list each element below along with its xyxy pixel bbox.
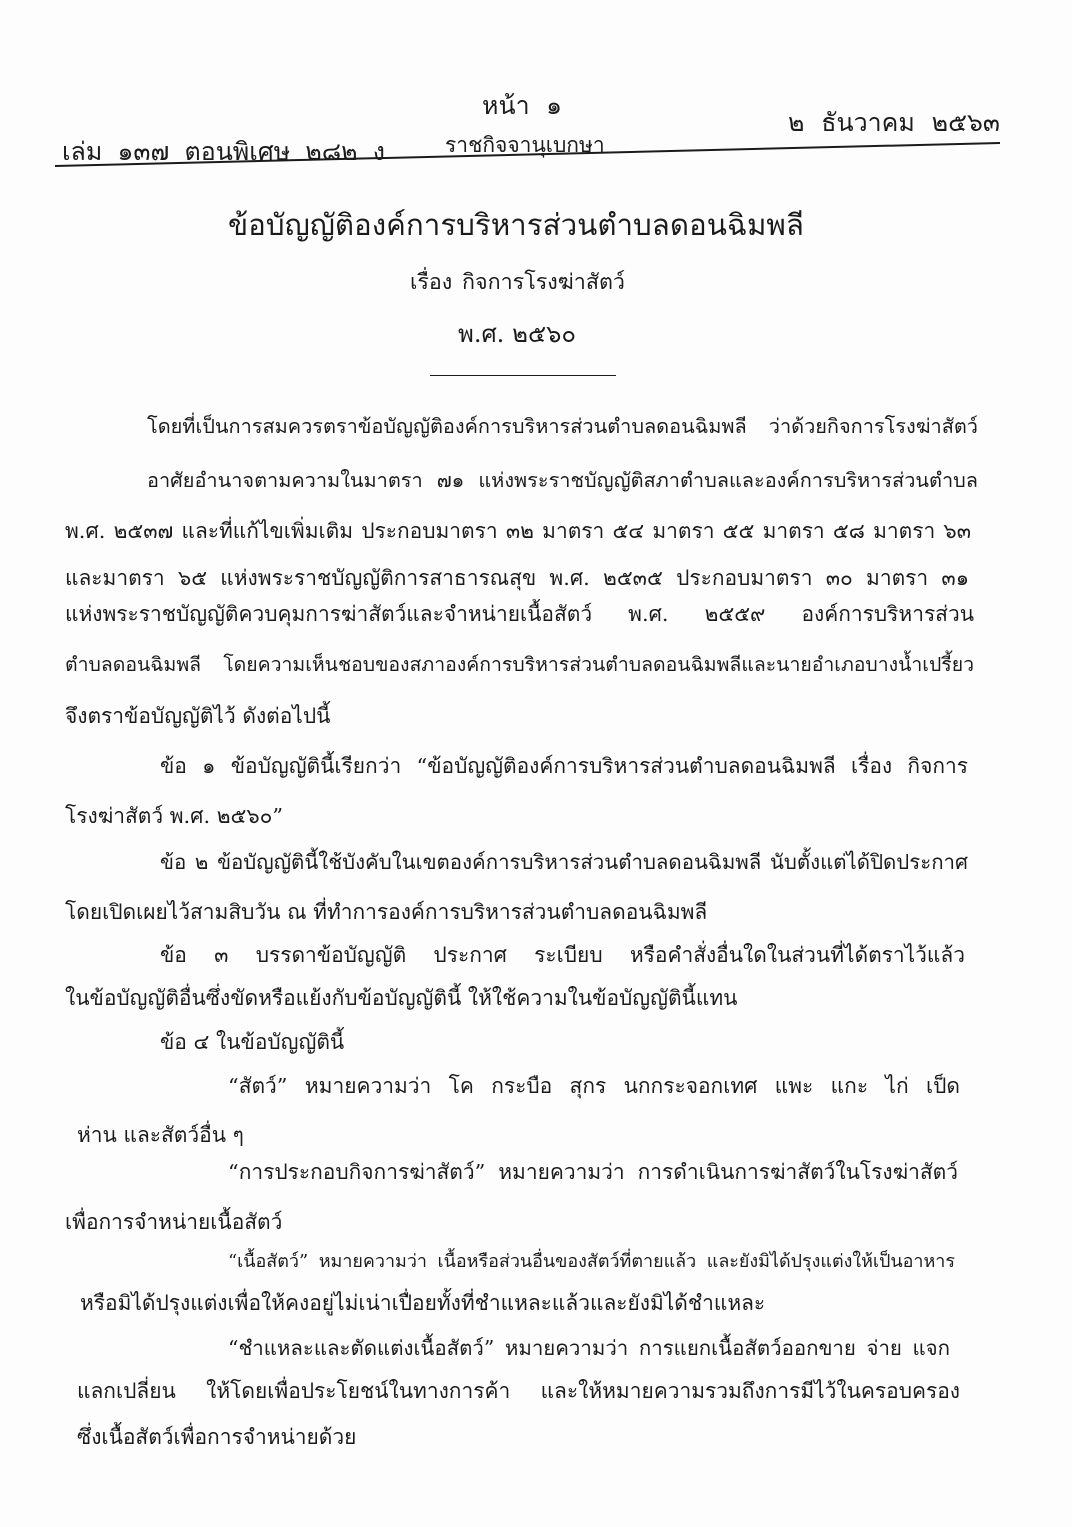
authority-line: [65, 558, 969, 598]
volume-info: เล่ม ๑๓๗ ตอนพิเศษ ๒๘๒ ง: [62, 137, 385, 166]
clause-2-line: [65, 892, 968, 932]
issue-date: ๒ ธันวาคม ๒๕๖๓: [788, 108, 1000, 137]
document-subject-line: [410, 263, 625, 303]
clause-2-text: ข้อ ๒ ข้อบัญญัตินี้ใช้บังคับในเขตองค์การบริหารส่วนตำบลดอนฉิมพลี นับตั้งแต่ได้ปิดประกาศ: [160, 850, 968, 874]
recital-text: โดยที่เป็นการสมควรตราข้อบัญญัติองค์การบริหารส่วนตำบลดอนฉิมพลี ว่าด้วยกิจการโรงฆ่าสัตว์: [147, 415, 978, 438]
document-title: ข้อบัญญัติองค์การบริหารส่วนตำบลดอนฉิมพลี: [228, 208, 804, 242]
clause-1-text: โรงฆ่าสัตว์ พ.ศ. ๒๕๖๐”: [65, 804, 284, 828]
recital-line: [147, 407, 978, 447]
definition-meat-line: [80, 1283, 960, 1323]
clause-3-line: [160, 935, 965, 975]
definition-slaughter-business-line: [65, 1202, 960, 1242]
clause-4-line: [160, 1022, 968, 1062]
definition-meat-text: หรือมิได้ปรุงแต่งเพื่อให้คงอยู่ไม่เน่าเปื่อยทั้งที่ชำแหละแล้วและยังมิได้ชำแหละ: [80, 1291, 766, 1315]
authority-line: [65, 696, 974, 736]
clause-3-text: ข้อ ๓ บรรดาข้อบัญญัติ ประกาศ ระเบียบ หรือคำสั่งอื่นใดในส่วนที่ได้ตราไว้แล้ว: [160, 943, 965, 967]
definition-butchering-text: ซึ่งเนื้อสัตว์เพื่อการจำหน่ายด้วย: [77, 1425, 357, 1449]
definition-animal-line: [77, 1115, 960, 1155]
clause-1-text: ข้อ ๑ ข้อบัญญัตินี้เรียกว่า “ข้อบัญญัติองค์การบริหารส่วนตำบลดอนฉิมพลี เรื่อง กิจการ: [160, 754, 968, 778]
authority-text: อาศัยอำนาจตามความในมาตรา ๗๑ แห่งพระราชบัญญัติสภาตำบลและองค์การบริหารส่วนตำบล: [147, 469, 978, 492]
definition-animal-line: [228, 1066, 960, 1106]
document-year-line: [458, 314, 576, 354]
clause-3-text: ในข้อบัญญัติอื่นซึ่งขัดหรือแย้งกับข้อบัญญัตินี้ ให้ใช้ความในข้อบัญญัตินี้แทน: [65, 986, 738, 1010]
clause-1-line: [65, 796, 968, 836]
header-rule-line: [55, 143, 1000, 166]
authority-line: [65, 594, 974, 634]
definition-butchering-line: [77, 1417, 960, 1457]
definition-slaughter-business-text: เพื่อการจำหน่ายเนื้อสัตว์: [65, 1210, 283, 1234]
clause-1-line: [160, 746, 968, 786]
document-year: พ.ศ. ๒๕๖๐: [458, 320, 576, 348]
title-rule: [430, 375, 616, 376]
authority-line: [65, 645, 974, 685]
definition-slaughter-business-text: “การประกอบกิจการฆ่าสัตว์” หมายความว่า การดำเนินการฆ่าสัตว์ในโรงฆ่าสัตว์: [228, 1160, 958, 1184]
definition-butchering-line: [77, 1371, 960, 1411]
definition-butchering-text: แลกเปลี่ยน ให้โดยเพื่อประโยชน์ในทางการค้า และให้หมายความรวมถึงการมีไว้ในครอบครอง: [77, 1379, 960, 1403]
authority-line: [147, 461, 978, 501]
authority-text: และมาตรา ๖๕ แห่งพระราชบัญญัติการสาธารณสุข พ.ศ. ๒๕๓๕ ประกอบมาตรา ๓๐ มาตรา ๓๑: [65, 566, 969, 590]
clause-2-text: โดยเปิดเผยไว้สามสิบวัน ณ ที่ทำการองค์การบริหารส่วนตำบลดอนฉิมพลี: [65, 900, 708, 924]
document-title-line: [228, 197, 804, 253]
publication-name: ราชกิจจานุเบกษา: [445, 133, 605, 157]
clause-3-line: [65, 978, 968, 1018]
clause-2-line: [160, 842, 968, 882]
definition-butchering-line: [228, 1328, 950, 1368]
definition-animal-text: “สัตว์” หมายความว่า โค กระบือ สุกร นกกระจอกเทศ แพะ แกะ ไก่ เป็ด: [228, 1074, 960, 1098]
authority-line: [65, 511, 971, 551]
authority-text: จึงตราข้อบัญญัติไว้ ดังต่อไปนี้: [65, 704, 331, 728]
clause-4-text: ข้อ ๔ ในข้อบัญญัตินี้: [160, 1030, 345, 1054]
definition-meat-line: [228, 1242, 955, 1282]
authority-text: พ.ศ. ๒๕๓๗ และที่แก้ไขเพิ่มเติม ประกอบมาตรา ๓๒ มาตรา ๕๔ มาตรา ๕๕ มาตรา ๕๘ มาตรา ๖๓: [65, 519, 971, 543]
document-subject: เรื่อง กิจการโรงฆ่าสัตว์: [410, 270, 625, 295]
authority-text: ตำบลดอนฉิมพลี โดยความเห็นชอบของสภาองค์การบริหารส่วนตำบลดอนฉิมพลีและนายอำเภอบางน้ำเปรี้ยว: [65, 653, 974, 676]
definition-meat-text: “เนื้อสัตว์” หมายความว่า เนื้อหรือส่วนอื่นของสัตว์ที่ตายแล้ว และยังมิได้ปรุงแต่งให้เป็นอาหาร: [228, 1251, 955, 1272]
authority-text: แห่งพระราชบัญญัติควบคุมการฆ่าสัตว์และจำหน่ายเนื้อสัตว์ พ.ศ. ๒๕๕๙ องค์การบริหารส่วน: [65, 602, 974, 626]
definition-slaughter-business-line: [228, 1152, 958, 1192]
header-rule: [0, 0, 1072, 180]
page-number: หน้า ๑: [482, 91, 562, 120]
definition-butchering-text: “ชำแหละและตัดแต่งเนื้อสัตว์” หมายความว่า การแยกเนื้อสัตว์ออกขาย จ่าย แจก: [228, 1336, 950, 1360]
definition-animal-text: ห่าน และสัตว์อื่น ๆ: [77, 1123, 244, 1147]
